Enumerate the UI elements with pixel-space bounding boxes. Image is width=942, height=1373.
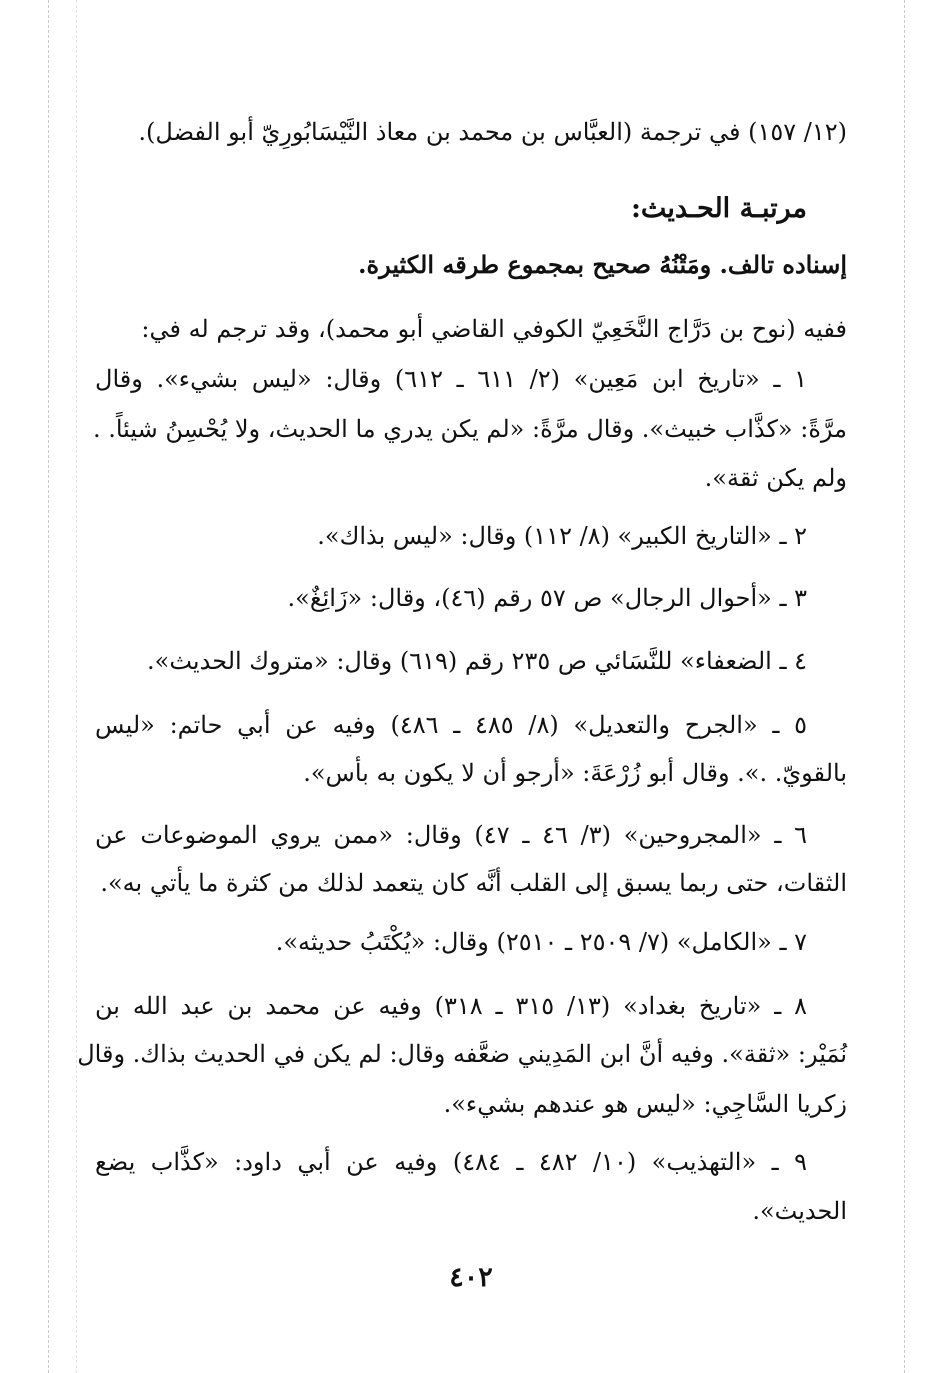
- entry-6-line-2: الثقات، حتى ربما يسبق إلى القلب أنَّه كان يتعمد لذلك من كثرة ما يأتي به».: [100, 869, 847, 897]
- entry-1-line-2: مرَّةً: «كذَّاب خبيث». وقال مرَّةً: «لم يكن يدري ما الحديث، ولا يُحْسِنُ شيئاً. .: [92, 415, 847, 443]
- scan-guide-line: [76, 0, 77, 1373]
- section-heading: مرتبـة الحـديث:: [630, 193, 807, 224]
- entry-9-line-2: الحديث».: [752, 1197, 847, 1225]
- grading-summary: إسناده تالف. ومَتْنُهُ صحيح بمجموع طرقه الكثيرة.: [358, 250, 847, 279]
- entry-8-line-1: ٨ ـ «تاريخ بغداد» (١٣/ ٣١٥ ـ ٣١٨) وفيه عن محمد بن عبد الله بن: [95, 992, 807, 1020]
- reference-line: (١٢/ ١٥٧) في ترجمة (العبَّاس بن محمد بن معاذ النَّيْسَابُورِيّ أبو الفضل).: [138, 118, 847, 146]
- entry-8-line-3: زكريا السَّاجِي: «ليس هو عندهم بشيء».: [443, 1090, 847, 1118]
- scan-guide-line: [904, 0, 905, 1373]
- entry-9-line-1: ٩ ـ «التهذيب» (١٠/ ٤٨٢ ـ ٤٨٤) وفيه عن أبي داود: «كذَّاب يضع: [95, 1148, 807, 1176]
- entry-5-line-1: ٥ ـ «الجرح والتعديل» (٨/ ٤٨٥ ـ ٤٨٦) وفيه عن أبي حاتم: «ليس: [95, 711, 808, 739]
- entry-2-line-1: ٢ ـ «التاريخ الكبير» (٨/ ١١٢) وقال: «ليس بذاك».: [317, 522, 807, 550]
- entry-1-line-1: ١ ـ «تاريخ ابن مَعِين» (٢/ ٦١١ ـ ٦١٢) وقال: «ليس بشيء». وقال: [95, 365, 807, 393]
- entry-7-line-1: ٧ ـ «الكامل» (٧/ ٢٥٠٩ ـ ٢٥١٠) وقال: «يُكْتَبُ حديثه».: [275, 928, 807, 956]
- entry-5-line-2: بالقويّ. .». وقال أبو زُرْعَةَ: «أرجو أن لا يكون به بأس».: [303, 759, 847, 787]
- entry-1-line-3: ولم يكن ثقة».: [704, 464, 847, 492]
- entry-6-line-1: ٦ ـ «المجروحين» (٣/ ٤٦ ـ ٤٧) وقال: «ممن يروي الموضوعات عن: [95, 821, 807, 849]
- entry-3-line-1: ٣ ـ «أحوال الرجال» ص ٥٧ رقم (٤٦)، وقال: «زَائِغٌ».: [287, 584, 807, 612]
- entry-4-line-1: ٤ ـ الضعفاء» للنَّسَائي ص ٢٣٥ رقم (٦١٩) وقال: «متروك الحديث».: [147, 647, 807, 675]
- intro-paragraph: ففيه (نوح بن دَرَّاج النَّخَعِيّ الكوفي القاضي أبو محمد)، وقد ترجم له في:: [141, 315, 847, 343]
- scan-guide-line: [48, 0, 49, 1373]
- page-number: ٤٠٢: [449, 1262, 493, 1293]
- entry-8-line-2: نُمَيْر: «ثقة». وفيه أنَّ ابن المَدِيني ضعَّفه وقال: لم يكن في الحديث بذاك. وقال: [77, 1040, 847, 1068]
